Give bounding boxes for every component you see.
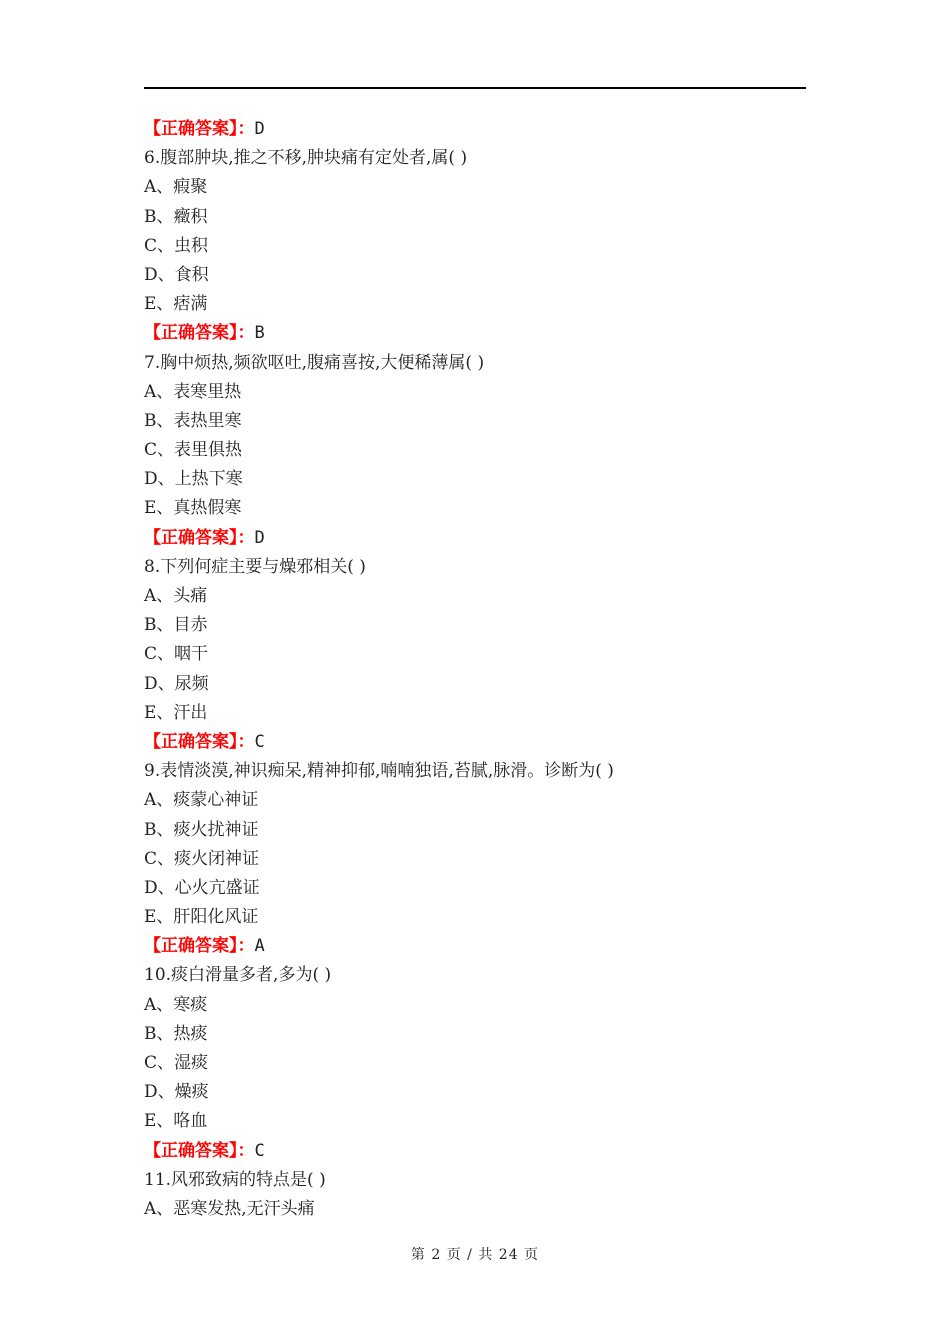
question-stem: 10.痰白滑量多者,多为( )	[144, 965, 332, 986]
answer-value: D	[254, 119, 265, 139]
page-content	[144, 115, 824, 1224]
option-a: A、表寒里热	[144, 381, 242, 402]
answer-label: 【正确答案】：	[144, 1140, 255, 1161]
answer-label: 【正确答案】：	[144, 323, 255, 344]
option-a: A、瘕聚	[144, 177, 208, 198]
option-c: C、虫积	[144, 235, 209, 256]
option-a: A、头痛	[144, 586, 208, 606]
option-a: A、痰蒙心神证	[144, 790, 259, 811]
answer-line	[144, 524, 824, 553]
option-e: E、肝阳化风证	[144, 907, 259, 928]
option-c: C、痰火闭神证	[144, 848, 260, 869]
question-stem: 7.胸中烦热,频欲呕吐,腹痛喜按,大便稀薄属( )	[144, 352, 485, 373]
option-b: B、热痰	[144, 1023, 208, 1044]
question-stem: 8.下列何症主要与燥邪相关( )	[144, 556, 366, 577]
option-d: D、上热下寒	[144, 469, 243, 490]
option-c: C、咽干	[144, 644, 209, 665]
option-d: D、心火亢盛证	[144, 877, 260, 898]
answer-label: 【正确答案】：	[144, 731, 255, 752]
answer-value: B	[254, 323, 265, 344]
question-stem: 9.表情淡漠,神识痴呆,精神抑郁,喃喃独语,苔腻,脉滑。诊断为( )	[144, 761, 614, 782]
question-stem: 6.腹部肿块,推之不移,肿块痛有定处者,属( )	[144, 148, 468, 169]
answer-label: 【正确答案】：	[144, 119, 255, 139]
answer-label: 【正确答案】：	[144, 527, 255, 548]
option-a: A、恶寒发热,无汗头痛	[144, 1198, 315, 1219]
answer-value: C	[254, 731, 265, 752]
option-b: B、癥积	[144, 206, 208, 227]
option-b: B、表热里寒	[144, 410, 242, 431]
answer-line	[144, 932, 824, 961]
header-rule	[144, 87, 806, 89]
page-footer: 第 2 页 / 共 24 页	[410, 1247, 540, 1263]
answer-value: D	[254, 527, 265, 548]
option-b: B、目赤	[144, 615, 208, 636]
answer-line	[144, 1137, 824, 1166]
option-e: E、真热假寒	[144, 498, 242, 519]
answer-line	[144, 115, 824, 144]
option-e: E、汗出	[144, 702, 208, 723]
answer-line	[144, 728, 824, 757]
option-d: D、燥痰	[144, 1082, 209, 1103]
option-c: C、湿痰	[144, 1053, 209, 1073]
option-d: D、食积	[144, 264, 209, 285]
option-e: E、痞满	[144, 294, 208, 315]
option-e: E、咯血	[144, 1111, 208, 1132]
answer-value: C	[254, 1140, 265, 1161]
answer-label: 【正确答案】：	[144, 936, 255, 957]
question-stem: 11.风邪致病的特点是( )	[144, 1169, 326, 1190]
answer-value: A	[254, 936, 265, 957]
option-d: D、尿频	[144, 673, 209, 694]
option-a: A、寒痰	[144, 994, 208, 1015]
option-b: B、痰火扰神证	[144, 819, 259, 840]
answer-line	[144, 319, 824, 348]
option-c: C、表里俱热	[144, 440, 243, 461]
